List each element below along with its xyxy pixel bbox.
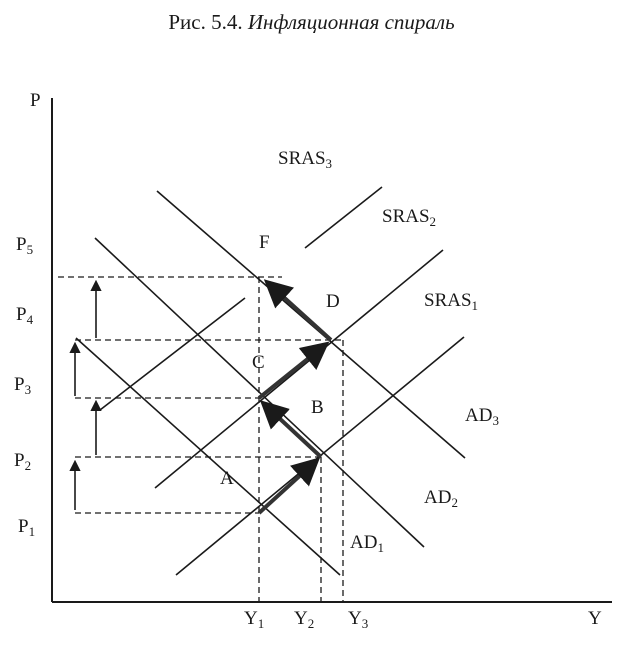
p4-label: $P_4$: [16, 304, 34, 327]
p1-label: $P_1$: [18, 516, 36, 539]
point-d-label: D: [326, 291, 340, 312]
spiral-d-to-f: [268, 283, 331, 340]
p2-label: $P_2$: [14, 450, 32, 473]
ad3-label: $AD_3$: [465, 405, 499, 428]
spiral-c-to-d: [259, 345, 325, 398]
point-f-label: F: [259, 232, 270, 253]
sras3-label: $SRAS_3$: [278, 148, 333, 171]
y-axis-label: P: [30, 90, 41, 111]
y3-label: $Y_3$: [348, 608, 369, 631]
sras2-label: $SRAS_2$: [382, 206, 437, 229]
sras3-curve-upper: [305, 187, 382, 248]
sras2-curve: [155, 250, 443, 488]
p5-label: $P_5$: [16, 234, 34, 257]
sras1-label: $SRAS_1$: [424, 290, 479, 313]
point-a-label: A: [220, 468, 234, 489]
point-c-label: C: [252, 352, 265, 373]
x-axis-label: Y: [588, 608, 602, 629]
ad2-label: $AD_2$: [424, 487, 458, 510]
y1-label: $Y_1$: [244, 608, 265, 631]
caption-title: Инфляционная спираль: [247, 10, 455, 34]
sras3-curve: [100, 298, 245, 410]
point-b-label: B: [311, 397, 324, 418]
caption-prefix: Рис. 5.4.: [168, 10, 243, 34]
p3-label: $P_3$: [14, 374, 32, 397]
ad1-label: $AD_1$: [350, 532, 384, 555]
spiral-a-to-b: [259, 461, 316, 513]
y2-label: $Y_2$: [294, 608, 315, 631]
